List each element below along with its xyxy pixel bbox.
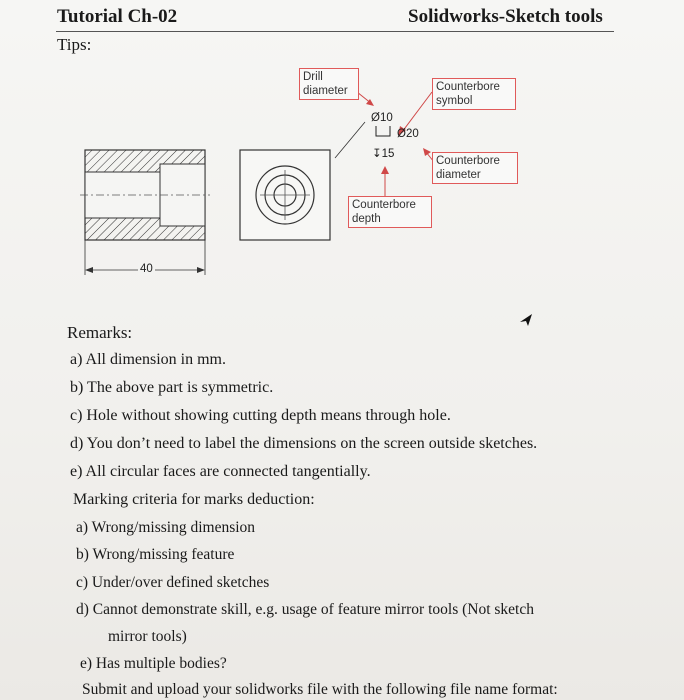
tips-label: Tips: [57,35,92,54]
dimension-40: 40 [140,263,153,275]
depth-value: 15 [381,148,395,160]
drill-diameter-label: Drill diameter [299,68,359,100]
cbore-callout: Ø20 [397,128,419,140]
remark-e: e) All circular faces are connected tangentially. [70,463,371,480]
front-view [240,150,330,240]
cursor-arrow-icon [518,310,534,330]
marking-e: e) Has multiple bodies? [80,655,227,672]
header-rule [56,31,614,32]
remark-c: c) Hole without showing cutting depth means through hole. [70,407,451,424]
marking-c: c) Under/over defined sketches [76,574,270,591]
marking-b: b) Wrong/missing feature [76,546,235,563]
section-view [80,150,210,275]
marking-heading: Marking criteria for marks deduction: [73,491,315,508]
callout-leaders [335,88,434,198]
marking-a: a) Wrong/missing dimension [76,519,256,536]
marking-d-cont: mirror tools) [108,628,187,645]
counterbore-symbol-label: Counterbore symbol [432,78,516,110]
counterbore-depth-label: Counterbore depth [348,196,432,228]
submit-instruction: Submit and upload your solidworks file with the following file name format: [82,681,558,698]
depth-symbol-icon: ↧ [372,148,382,160]
drill-callout: Ø10 [371,112,393,124]
course-topic: Solidworks-Sketch tools [408,6,603,27]
marking-d: d) Cannot demonstrate skill, e.g. usage of feature mirror tools (Not sketch [76,601,534,618]
remark-d: d) You don’t need to label the dimensions on the screen outside sketches. [70,435,538,452]
remark-b: b) The above part is symmetric. [70,379,274,396]
counterbore-diameter-label: Counterbore diameter [432,152,518,184]
depth-callout [372,146,394,160]
remarks-heading: Remarks: [67,323,133,342]
tutorial-title: Tutorial Ch-02 [57,6,178,27]
remark-a: a) All dimension in mm. [70,351,226,368]
